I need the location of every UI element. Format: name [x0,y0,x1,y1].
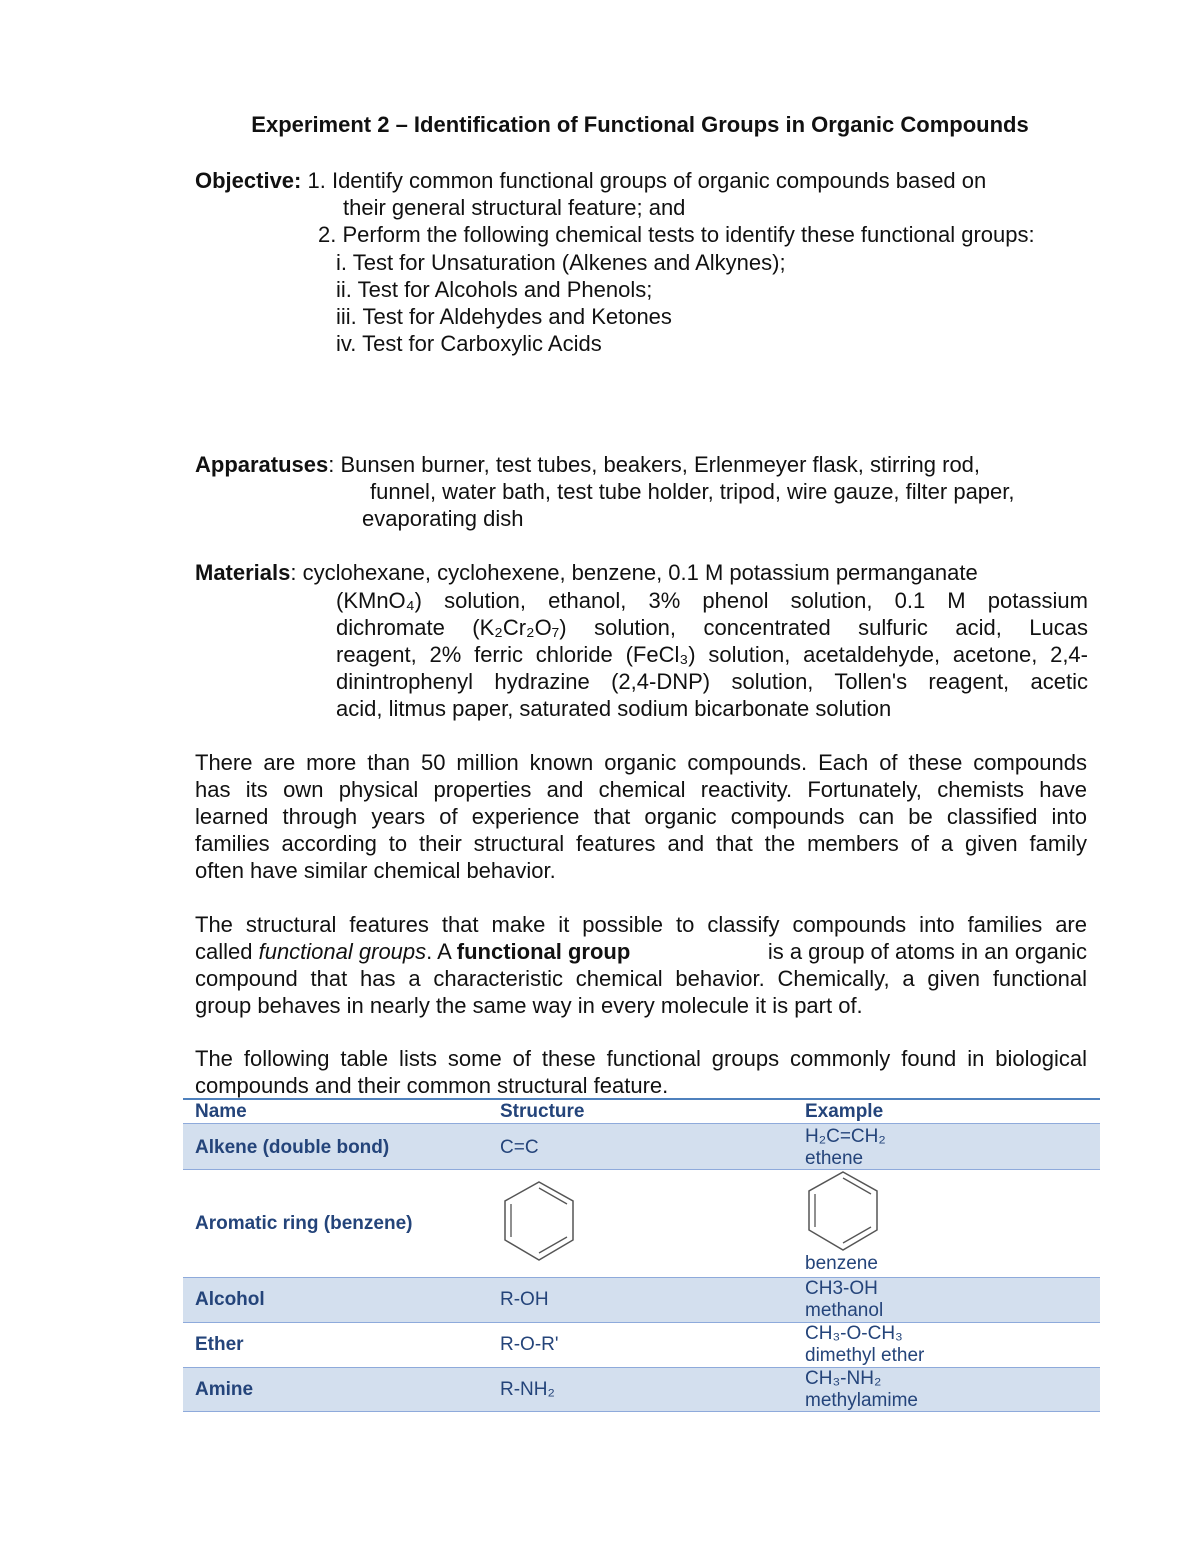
objective-test-4: iv. Test for Carboxylic Acids [336,331,602,356]
para3-line-2: compounds and their common structural feature. [195,1073,669,1098]
para1-line-5: often have similar chemical behavior. [195,858,556,883]
page-title: Experiment 2 – Identification of Functional Groups in Organic Compounds [251,112,1029,137]
objective-item-1: 1. Identify common functional groups of organic compounds based on [307,168,987,193]
para1-line-2: has its own physical properties and chemical reactivity. Fortunately, chemists have [195,777,1087,802]
para2-rest: is a group of atoms in an organic [767,939,1087,964]
objective-line-1 [195,167,986,194]
para2-a: . A [426,939,457,964]
example-name: methanol [805,1300,884,1321]
materials-line-1 [195,559,978,586]
materials-line-3: dichromate (K₂Cr₂O₇) solution, concentrated sulfuric acid, Lucas [336,615,1088,640]
materials-text-1: : cyclohexane, cyclohexene, benzene, 0.1 M potassium permanganate [290,560,978,585]
table-header [183,1100,1100,1122]
header-structure: Structure [500,1101,585,1122]
materials-line-6: acid, litmus paper, saturated sodium bicarbonate solution [336,696,892,721]
header-example: Example [805,1101,884,1122]
paragraph-functional-groups [195,911,1087,1019]
objective-test-1: i. Test for Unsaturation (Alkenes and Alkynes); [336,250,786,275]
row-example [805,1126,886,1170]
row-structure: R-OH [500,1289,549,1310]
para2-line-4: group behaves in nearly the same way in every molecule it is part of. [195,993,863,1018]
para2-line-1: The structural features that make it possible to classify compounds into families are [195,912,1087,937]
row-structure: R-NH₂ [500,1379,555,1400]
apparatuses-line-1 [195,451,1075,478]
table-row [183,1367,1100,1412]
row-name: Alcohol [195,1289,265,1310]
row-structure: C=C [500,1137,539,1158]
italic-term: functional groups [258,939,427,964]
para2-line-3: compound that has a characteristic chemical behavior. Chemically, a given functional [195,966,1087,991]
row-name: Alkene (double bond) [195,1137,390,1158]
benzene-example-icon [807,1170,879,1252]
example-name: benzene [805,1253,878,1274]
objective-test-3: iii. Test for Aldehydes and Ketones [336,304,672,329]
materials-line-4: reagent, 2% ferric chloride (FeCl₃) solution, acetaldehyde, acetone, 2,4- [336,642,1088,667]
table-row [183,1323,1100,1367]
table-row [183,1170,1100,1277]
materials-block [336,587,1088,722]
row-structure: R-O-R' [500,1334,559,1355]
row-example [805,1278,883,1322]
example-formula: CH3-OH [805,1278,878,1299]
para1-line-4: families according to their structural features and that the members of a given family [195,831,1087,856]
materials-line-2: (KMnO₄) solution, ethanol, 3% phenol solution, 0.1 M potassium [336,588,1088,613]
para2-line-2 [195,938,1087,965]
objective-label: Objective: [195,168,302,193]
example-name: ethene [805,1148,864,1169]
bold-term: functional group [456,939,631,964]
header-name: Name [195,1101,247,1122]
para2-called: called [195,939,259,964]
row-name: Ether [195,1334,244,1355]
apparatuses-text-1: : Bunsen burner, test tubes, beakers, Erlenmeyer flask, stirring rod, [328,452,981,477]
objective-line-2: their general structural feature; and [343,195,686,220]
row-name: Amine [195,1379,254,1400]
apparatuses-line-3: evaporating dish [362,506,524,531]
row-name: Aromatic ring (benzene) [195,1213,413,1234]
apparatuses-line-2: funnel, water bath, test tube holder, tripod, wire gauze, filter paper, [370,479,1015,504]
row-example [805,1368,918,1412]
example-formula: CH₃-NH₂ [805,1368,882,1389]
table-row [183,1123,1100,1170]
materials-line-5: dinintrophenyl hydrazine (2,4-DNP) solution, Tollen's reagent, acetic [336,669,1088,694]
para1-line-1: There are more than 50 million known organic compounds. Each of these compounds [195,750,1087,775]
row-example [805,1323,924,1367]
benzene-structure-icon [503,1180,575,1262]
example-name: methylamime [805,1390,918,1411]
apparatuses-label: Apparatuses [195,452,329,477]
paragraph-table-intro [195,1045,1087,1099]
example-formula: CH₃-O-CH₃ [805,1323,903,1344]
para3-line-1: The following table lists some of these functional groups commonly found in biological [195,1046,1087,1071]
objective-item-2: 2. Perform the following chemical tests to identify these functional groups: [318,222,1035,247]
para1-line-3: learned through years of experience that organic compounds can be classified into [195,804,1087,829]
example-name: dimethyl ether [805,1345,925,1366]
materials-label: Materials [195,560,291,585]
paragraph-intro [195,749,1087,884]
table-row [183,1277,1100,1323]
example-formula: H₂C=CH₂ [805,1126,886,1147]
objective-test-2: ii. Test for Alcohols and Phenols; [336,277,653,302]
